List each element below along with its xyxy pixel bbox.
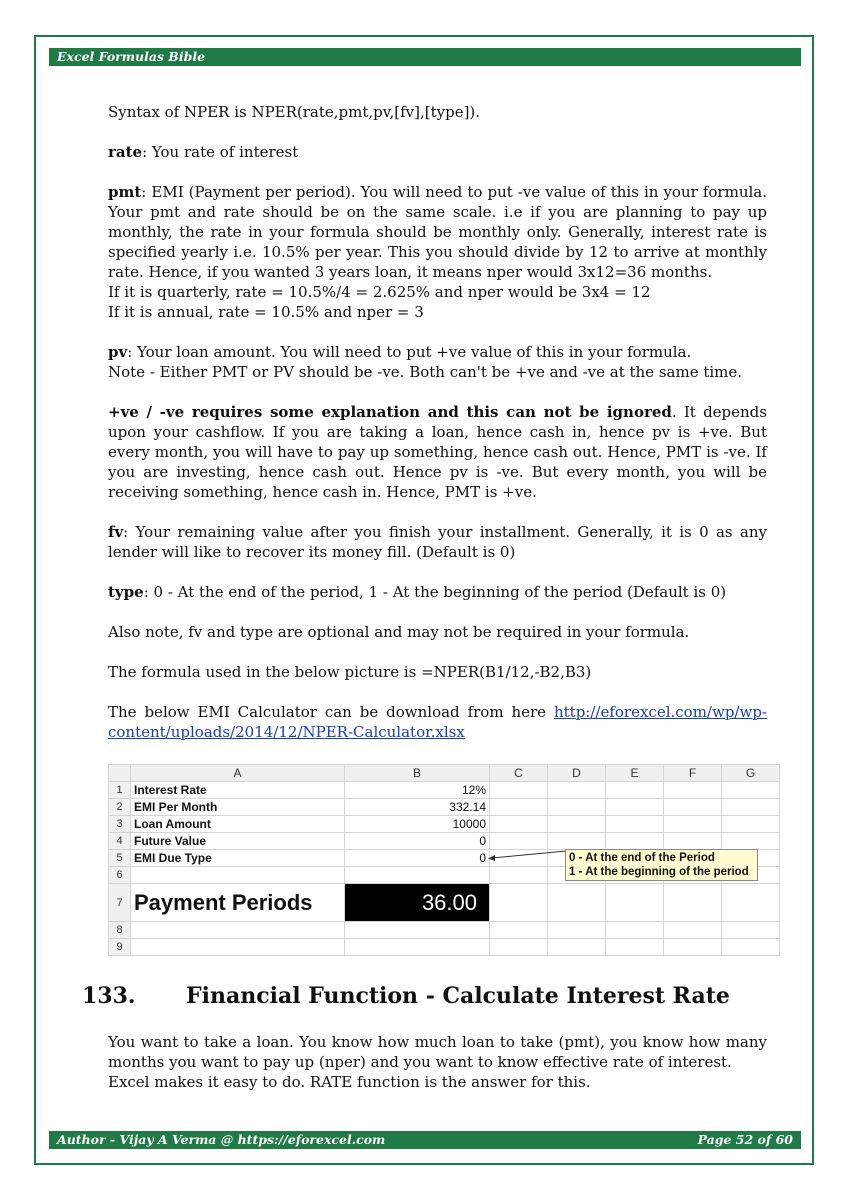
cell-value[interactable]: 12%	[345, 782, 490, 799]
callout-arrow-icon	[480, 845, 570, 865]
section-paragraph: Excel makes it easy to do. RATE function is the answer for this.	[108, 1073, 591, 1091]
cell[interactable]	[490, 816, 548, 833]
section-number: 133.	[82, 983, 136, 1009]
column-header-row	[109, 765, 780, 782]
header-title: Excel Formulas Bible	[57, 49, 206, 64]
cell[interactable]	[131, 939, 345, 956]
cell[interactable]	[664, 833, 722, 850]
pv-term: pv	[108, 343, 128, 361]
row-number[interactable]: 9	[109, 939, 131, 956]
callout-note	[565, 849, 758, 881]
cell[interactable]	[606, 833, 664, 850]
column-header[interactable]: C	[490, 765, 548, 782]
download-paragraph	[108, 702, 767, 742]
pmt-annual-line: If it is annual, rate = 10.5% and nper = 3	[108, 303, 424, 321]
row-number[interactable]: 2	[109, 799, 131, 816]
cell[interactable]	[722, 833, 780, 850]
cell[interactable]	[490, 867, 548, 884]
row-number[interactable]: 4	[109, 833, 131, 850]
row-number[interactable]: 3	[109, 816, 131, 833]
section-paragraph: You want to take a loan. You know how much loan to take (pmt), you know how many months you want to pay up (nper) and you want to know effective rate of interest.	[108, 1033, 767, 1071]
rate-paragraph	[108, 142, 767, 162]
section-title: Financial Function - Calculate Interest Rate	[186, 983, 730, 1009]
cell[interactable]	[548, 816, 606, 833]
cell-value[interactable]: 0	[345, 833, 490, 850]
fv-text: : Your remaining value after you finish your installment. Generally, it is 0 as any lender will like to recover its money fill. (Default is 0)	[108, 523, 767, 561]
cell[interactable]	[722, 884, 780, 922]
column-header[interactable]: G	[722, 765, 780, 782]
cell[interactable]	[664, 782, 722, 799]
cell-value[interactable]: 0	[345, 850, 490, 867]
footer-author: Author - Vijay A Verma @ https://eforexcel.com	[57, 1132, 386, 1147]
cell[interactable]	[606, 884, 664, 922]
column-header[interactable]: D	[548, 765, 606, 782]
cell[interactable]	[722, 922, 780, 939]
row-number[interactable]: 7	[109, 884, 131, 922]
sheet-row	[109, 833, 780, 850]
callout-line: 1 - At the beginning of the period	[569, 866, 749, 878]
cell[interactable]	[606, 939, 664, 956]
section-heading	[82, 983, 782, 1009]
syntax-paragraph: Syntax of NPER is NPER(rate,pmt,pv,[fv],[type]).	[108, 103, 481, 121]
result-label[interactable]: Payment Periods	[131, 884, 345, 922]
sheet-row	[109, 816, 780, 833]
cell[interactable]	[490, 922, 548, 939]
pv-paragraph	[108, 342, 767, 362]
type-text: : 0 - At the end of the period, 1 - At the beginning of the period (Default is 0)	[143, 583, 727, 601]
cell[interactable]	[548, 922, 606, 939]
rate-text: : You rate of interest	[142, 143, 299, 161]
row-number[interactable]: 1	[109, 782, 131, 799]
cell[interactable]	[548, 884, 606, 922]
cell[interactable]	[345, 867, 490, 884]
fv-paragraph	[108, 522, 767, 562]
pmt-term: pmt	[108, 183, 142, 201]
cell[interactable]	[606, 799, 664, 816]
cell[interactable]	[490, 782, 548, 799]
sheet-row	[109, 922, 780, 939]
sign-term: +ve / -ve requires some explanation and this can not be ignored	[108, 403, 672, 421]
sheet-row	[109, 799, 780, 816]
cell-label[interactable]: Future Value	[131, 833, 345, 850]
cell[interactable]	[664, 799, 722, 816]
section-body	[108, 1032, 767, 1092]
type-term: type	[108, 583, 144, 601]
cell[interactable]	[606, 816, 664, 833]
cell[interactable]	[722, 816, 780, 833]
pmt-quarterly-line: If it is quarterly, rate = 10.5%/4 = 2.625% and nper would be 3x4 = 12	[108, 283, 651, 301]
formula-note: The formula used in the below picture is =NPER(B1/12,-B2,B3)	[108, 663, 592, 681]
rate-term: rate	[108, 143, 143, 161]
cell[interactable]	[548, 799, 606, 816]
main-content	[108, 102, 767, 762]
callout-line: 0 - At the end of the Period	[569, 852, 715, 864]
pmt-text: : EMI (Payment per period). You will need to put -ve value of this in your formula. Your pmt and rate should be on the same scale. i.e if you are planning to pay up monthly, the rate in your formula should be monthly only. Generally, interest rate is specified yearly i.e. 10.5% per year. This you should divide by 12 to arrive at monthly rate. Hence, if you wanted 3 years loan, it means nper would 3x12=36 months.	[108, 183, 767, 281]
cell[interactable]	[490, 884, 548, 922]
cell[interactable]	[664, 884, 722, 922]
sheet-row	[109, 939, 780, 956]
cell[interactable]	[490, 939, 548, 956]
optional-note: Also note, fv and type are optional and may not be required in your formula.	[108, 623, 690, 641]
download-link[interactable]: http://eforexcel.com/wp/wp-content/uploads/2014/12/NPER-Calculator.xlsx	[108, 703, 767, 741]
row-number[interactable]: 8	[109, 922, 131, 939]
sheet-row	[109, 782, 780, 799]
page-footer	[49, 1131, 801, 1149]
sign-paragraph	[108, 402, 767, 502]
sheet-row-result	[109, 884, 780, 922]
cell-label[interactable]: EMI Due Type	[131, 850, 345, 867]
cell[interactable]	[664, 922, 722, 939]
cell[interactable]	[345, 922, 490, 939]
cell-value[interactable]: 10000	[345, 816, 490, 833]
cell[interactable]	[722, 939, 780, 956]
cell[interactable]	[490, 799, 548, 816]
column-header[interactable]: E	[606, 765, 664, 782]
fv-term: fv	[108, 523, 124, 541]
cell-label[interactable]: EMI Per Month	[131, 799, 345, 816]
download-text: The below EMI Calculator can be download from here	[108, 703, 554, 721]
cell[interactable]	[548, 782, 606, 799]
cell-label[interactable]: Interest Rate	[131, 782, 345, 799]
row-number[interactable]: 6	[109, 867, 131, 884]
column-header[interactable]: B	[345, 765, 490, 782]
cell[interactable]	[664, 939, 722, 956]
pv-note: Note - Either PMT or PV should be -ve. Both can't be +ve and -ve at the same time.	[108, 363, 743, 381]
result-value[interactable]: 36.00	[345, 884, 490, 922]
cell[interactable]	[664, 816, 722, 833]
cell[interactable]	[345, 939, 490, 956]
select-all-corner[interactable]	[109, 765, 131, 782]
cell[interactable]	[548, 939, 606, 956]
pmt-paragraph	[108, 182, 767, 282]
row-number[interactable]: 5	[109, 850, 131, 867]
page-header	[49, 48, 801, 66]
cell-label[interactable]: Loan Amount	[131, 816, 345, 833]
sign-text: . It depends upon your cashflow. If you are taking a loan, hence cash in, hence pv is +ve. But every month, you will have to pay up something, hence cash out. Hence, PMT is -ve. If you are investing, hence cash out. Hence pv is -ve. But every month, you will be receiving something, hence cash in. Hence, PMT is +ve.	[108, 403, 767, 501]
pv-text: : Your loan amount. You will need to put +ve value of this in your formula.	[127, 343, 692, 361]
cell[interactable]	[606, 782, 664, 799]
type-paragraph	[108, 582, 767, 602]
footer-page-number: Page 52 of 60	[697, 1132, 793, 1147]
column-header[interactable]: F	[664, 765, 722, 782]
cell[interactable]	[606, 922, 664, 939]
cell-value[interactable]: 332.14	[345, 799, 490, 816]
cell[interactable]	[722, 782, 780, 799]
cell[interactable]	[131, 867, 345, 884]
cell[interactable]	[131, 922, 345, 939]
cell[interactable]	[722, 799, 780, 816]
column-header[interactable]: A	[131, 765, 345, 782]
